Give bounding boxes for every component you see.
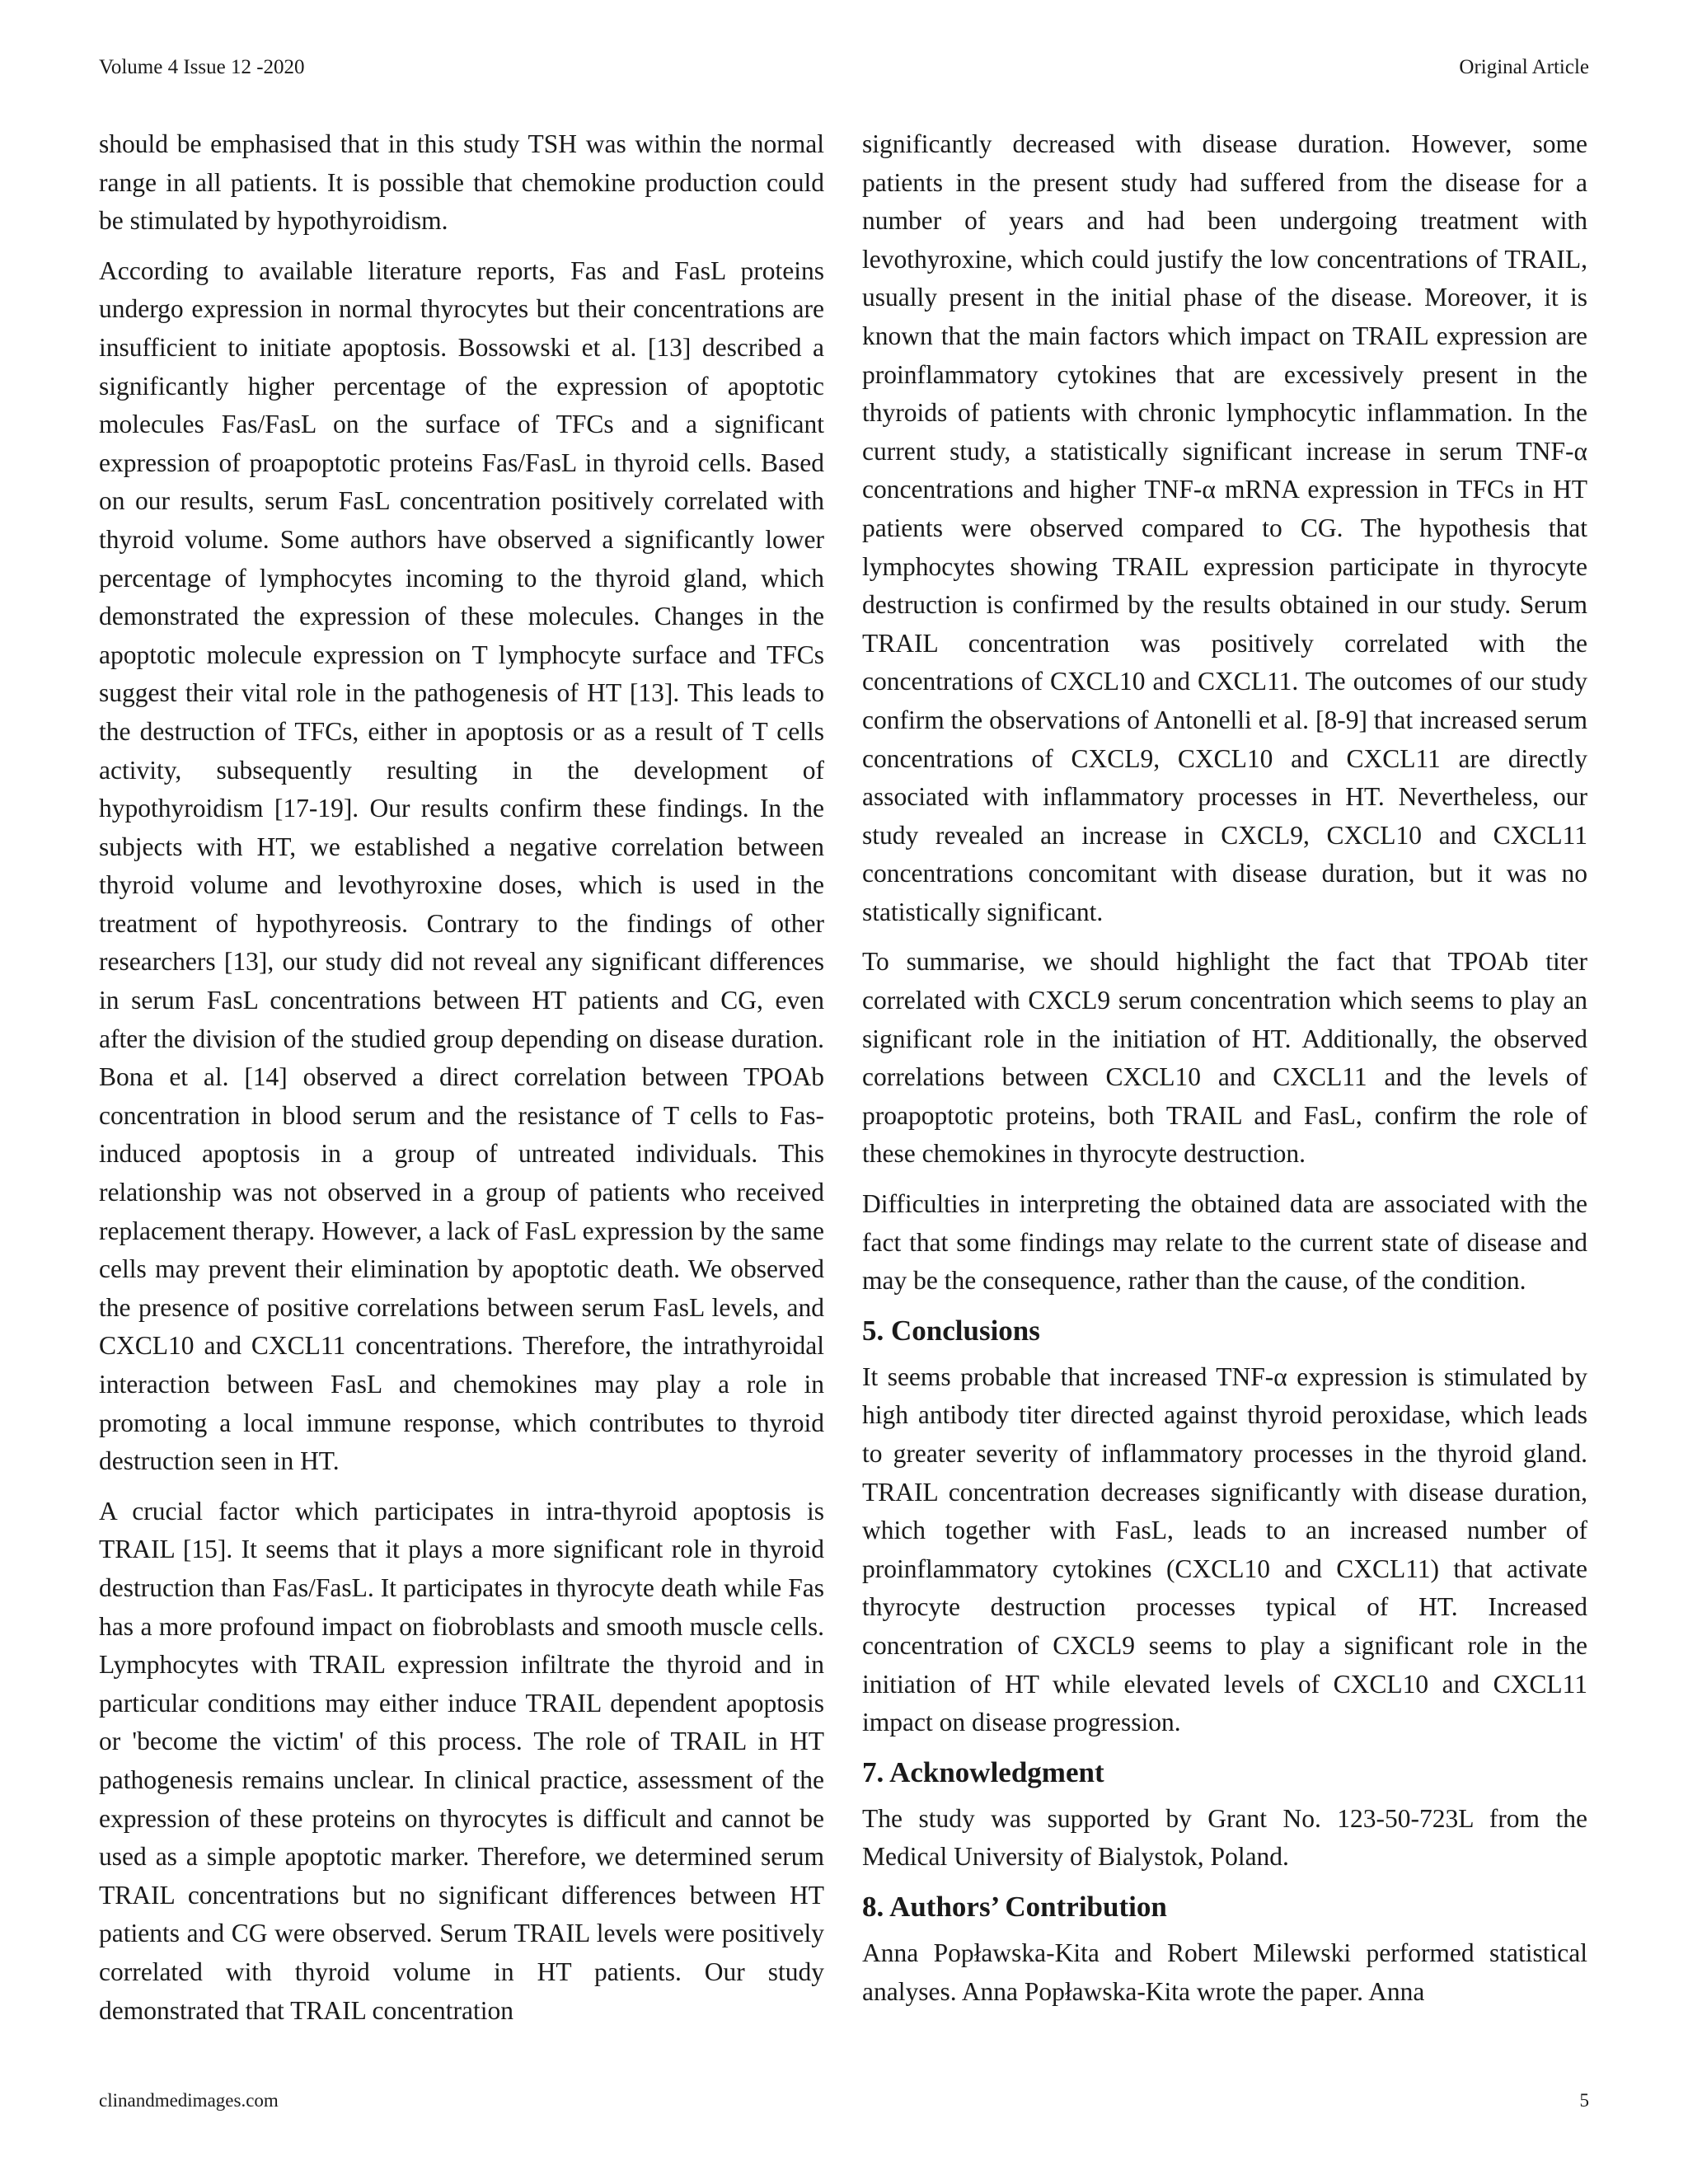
left-paragraph-2: According to available literature reports, Fas and FasL proteins undergo expression in normal thyrocytes but their concentrations are insufficient to initiate apoptosis. Bossowski et al. [13] described a significantly higher percentage of the expression of apoptotic molecules Fas/FasL on the surface of TFCs and a significant expression of proapoptotic proteins Fas/FasL in thyroid cells. Based on our results, serum FasL concentration positively correlated with thyroid volume. Some authors have observed a significantly lower percentage of lymphocytes incoming to the thyroid gland, which demonstrated the expression of these molecules. Changes in the apoptotic molecule expression on T lymphocyte surface and TFCs suggest their vital role in the pathogenesis of HT [13]. This leads to the destruction of TFCs, either in apoptosis or as a result of T cells activity, subsequently resulting in the development of hypothyroidism [17-19]. Our results confirm these findings. In the subjects with HT, we established a negative correlation between thyroid volume and levothyroxine doses, which is used in the treatment of hypothyreosis. Contrary to the findings of other researchers [13], our study did not reveal any significant differences in serum FasL concentrations between HT patients and CG, even after the division of the studied group depending on disease duration. Bona et al. [14] observed a direct correlation between TPOAb concentration in blood serum and the resistance of T cells to Fas-induced apoptosis in a group of untreated individuals. This relationship was not observed in a group of patients who received replacement therapy. However, a lack of FasL expression by the same cells may prevent their elimination by apoptotic death. We observed the presence of positive correlations between serum FasL levels, and CXCL10 and CXCL11 concentrations. Therefore, the intrathyroidal interaction between FasL and chemokines may play a role in promoting a local immune response, which contributes to thyroid destruction seen in HT. [99,255,824,1476]
journal-issue: Volume 4 Issue 12 -2020 [99,56,305,78]
authors-contribution-paragraph: Anna Popławska-Kita and Robert Milewski performed statistical analyses. Anna Popławska-Kita wrote the paper. Anna [862,1938,1587,2006]
acknowledgment-paragraph: The study was supported by Grant No. 123-50-723L from the Medical University of Bialystok, Poland. [862,1803,1587,1872]
website-url: clinandmedimages.com [99,2090,279,2111]
left-paragraph-1: should be emphasised that in this study TSH was within the normal range in all patients. It is possible that chemokine production could be stimulated by hypothyroidism. [99,129,824,236]
running-header [99,56,1589,89]
right-paragraph-3: Difficulties in interpreting the obtained data are associated with the fact that some findings may relate to the current state of disease and may be the consequence, rather than the cause, of the condition. [862,1189,1587,1296]
left-column [99,125,824,2041]
page-number: 5 [1579,2090,1589,2111]
conclusions-heading: 5. Conclusions [862,1314,1040,1347]
right-column [862,125,1587,2022]
authors-contribution-heading: 8. Authors’ Contribution [862,1890,1167,1923]
left-paragraph-3: A crucial factor which participates in intra-thyroid apoptosis is TRAIL [15]. It seems that it plays a more significant role in thyroid destruction than Fas/FasL. It participates in thyrocyte death while Fas has a more profound impact on fiobroblasts and smooth muscle cells. Lymphocytes with TRAIL expression infiltrate the thyroid and in particular conditions may either induce TRAIL dependent apoptosis or 'become the victim' of this process. The role of TRAIL in HT pathogenesis remains unclear. In clinical practice, assessment of the expression of these proteins on thyrocytes is difficult and cannot be used as a simple apoptotic marker. Therefore, we determined serum TRAIL concentrations but no significant differences between HT patients and CG were observed. Serum TRAIL levels were positively correlated with thyroid volume in HT patients. Our study demonstrated that TRAIL concentration [99,1496,824,2025]
right-paragraph-2: To summarise, we should highlight the fact that TPOAb titer correlated with CXCL9 serum concentration which seems to play an significant role in the initiation of HT. Additionally, the observed correlations between CXCL10 and CXCL11 and the levels of proapoptotic proteins, both TRAIL and FasL, confirm the role of these chemokines in thyrocyte destruction. [862,947,1587,1169]
acknowledgment-heading: 7. Acknowledgment [862,1755,1104,1788]
right-paragraph-1: significantly decreased with disease duration. However, some patients in the present study had suffered from the disease for a number of years and had been undergoing treatment with levothyroxine, which could justify the low concentrations of TRAIL, usually present in the initial phase of the disease. Moreover, it is known that the main factors which impact on TRAIL expression are proinflammatory cytokines that are excessively present in the thyroids of patients with chronic lymphocytic inflammation. In the current study, a statistically significant increase in serum TNF-α concentrations and higher TNF-α mRNA expression in TFCs in HT patients were observed compared to CG. The hypothesis that lymphocytes showing TRAIL expression participate in thyrocyte destruction is confirmed by the results obtained in our study. Serum TRAIL concentration was positively correlated with the concentrations of CXCL10 and CXCL11. The outcomes of our study confirm the observations of Antonelli et al. [8-9] that increased serum concentrations of CXCL9, CXCL10 and CXCL11 are directly associated with inflammatory processes in HT. Nevertheless, our study revealed an increase in CXCL9, CXCL10 and CXCL11 concentrations concomitant with disease duration, but it was no statistically significant. [862,129,1587,926]
conclusions-paragraph: It seems probable that increased TNF-α expression is stimulated by high antibody titer directed against thyroid peroxidase, which leads to greater severity of inflammatory processes in the thyroid gland. TRAIL concentration decreases significantly with disease duration, which together with FasL, leads to an increased number of proinflammatory cytokines (CXCL10 and CXCL11) that activate thyrocyte destruction processes typical of HT. Increased concentration of CXCL9 seems to play a significant role in the initiation of HT while elevated levels of CXCL10 and CXCL11 impact on disease progression. [862,1361,1587,1737]
article-type: Original Article [1459,56,1589,78]
running-footer [99,2090,1589,2120]
